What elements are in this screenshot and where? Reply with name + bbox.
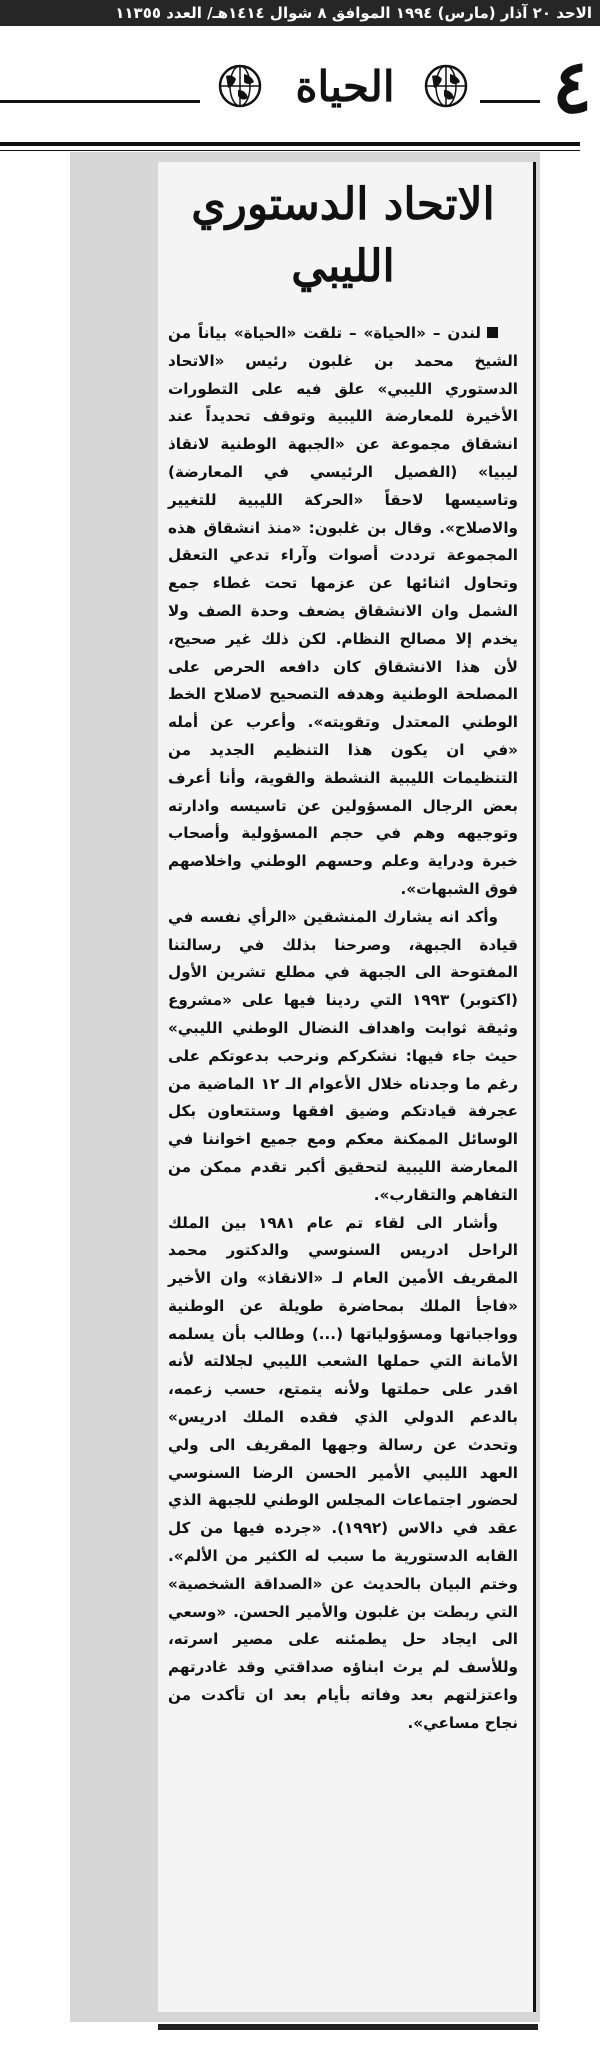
masthead	[0, 40, 600, 140]
dateline-text: الاحد ٢٠ آذار (مارس) ١٩٩٤ الموافق ٨ شوال ١٤١٤هـ/ العدد ١١٣٥٥	[115, 4, 592, 22]
paragraph-text: وأكد انه يشارك المنشقين «الرأي نفسه في قيادة الجبهة، وصرحنا بذلك في رسالتنا المفتوحة الى الجبهة في مطلع تشرين الأول (اكتوبر) ١٩٩٣ التي ردينا فيها على «مشروع وثيقة ثوابت واهداف النضال الوطني الليبي» حيث جاء فيها: نشكركم ونرحب بدعوتكم على رغم ما وجدناه خلال الأعوام الـ ١٢ الماضية من عجرفة قيادتكم وضيق افقها وستتعاون بكل الوسائل الممكنة معكم ومع جميع اخواننا في المعارضة الليبية لتحقيق أكبر تقدم ممكن من التفاهم والتقارب».	[168, 907, 518, 1204]
newspaper-logo	[218, 58, 472, 118]
article-paragraph	[168, 1210, 518, 1738]
masthead-rule-left	[0, 100, 200, 103]
dateline-bar	[0, 0, 600, 26]
article-paragraph	[168, 320, 518, 904]
article-paragraph	[168, 904, 518, 1210]
bottom-rule	[158, 2024, 538, 2030]
article-headline: الاتحاد الدستوري الليبي	[191, 179, 495, 292]
square-bullet-icon	[487, 327, 498, 338]
globe-icon	[424, 64, 468, 108]
masthead-divider	[0, 142, 580, 146]
paragraph-text: وأشار الى لقاء تم عام ١٩٨١ بين الملك الراحل ادريس السنوسي والدكتور محمد المقريف الأمين العام لـ «الانقاذ» وان الأخير «فاجأ الملك بمحاضرة طويلة عن الوطنية وواجباتها ومسؤولياتها (...) وطالب بأن يسلمه الأمانة التي حملها الشعب الليبي لجلالته لأنه اقدر على حملتها ولأنه يتمتع، حسب زعمه، بالدعم الدولي الذي فقده الملك ادريس» وتحدث عن رسالة وجهها المقريف الى ولي العهد الليبي الأمير الحسن الرضا السنوسي لحضور اجتماعات المجلس الوطني للجبهة الذي عقد في دالاس (١٩٩٢). «جرده فيها من كل القابه الدستورية ما سبب له الكثير من الألم». وختم البيان بالحديث عن «الصداقة الشخصية» التي ربطت بن غلبون والأمير الحسن. «وسعي الى ايجاد حل يطمئنه على مصير اسرته، وللأسف لم يرث ابناؤه صداقتي وقد غادرتهم واعتزلتهم بعد وفاته بأيام بعد ان تأكدت من نجاح مساعي».	[168, 1213, 518, 1732]
article-body	[168, 320, 518, 1738]
globe-icon	[218, 64, 262, 108]
masthead-divider-thin	[0, 150, 580, 151]
logo-text: الحياة	[295, 62, 395, 111]
article	[158, 162, 536, 2012]
paragraph-text: لندن – «الحياة» – تلقت «الحياة» بياناً من الشيخ محمد بن غلبون رئيس «الاتحاد الدستوري الليبي» علق فيه على التطورات الأخيرة للمعارضة الليبية وتوقف تحديداً عند انشقاق مجموعة عن «الجبهة الوطنية لانقاذ ليبيا» (الفصيل الرئيسي في المعارضة) وتاسيسها لاحقاً «الحركة الليبية للتغيير والاصلاح». وقال بن غلبون: «منذ انشقاق هذه المجموعة ترددت أصوات وآراء تدعي التعقل وتحاول اثنائها عن عزمها تحت غطاء جمع الشمل وان الانشقاق يضعف وحدة الصف ولا يخدم إلا مصالح النظام. لكن ذلك غير صحيح، لأن هذا الانشقاق كان دافعه الحرص على المصلحة الوطنية وهدفه التصحيح لاصلاح الخط الوطني المعتدل وتقويته». وأعرب عن أمله «في ان يكون هذا التنظيم الجديد من التنظيمات الليبية النشطة والقوية، وأنا أعرف بعض الرجال المسؤولين عن تاسيسه وادارته وتوجيهه وهم في حجم المسؤولية وأصحاب خبرة ودراية وعلم وحسهم الوطني واخلاصهم فوق الشبهات».	[168, 324, 518, 898]
masthead-rule-right	[480, 100, 540, 103]
page-number: ٤	[552, 44, 592, 130]
